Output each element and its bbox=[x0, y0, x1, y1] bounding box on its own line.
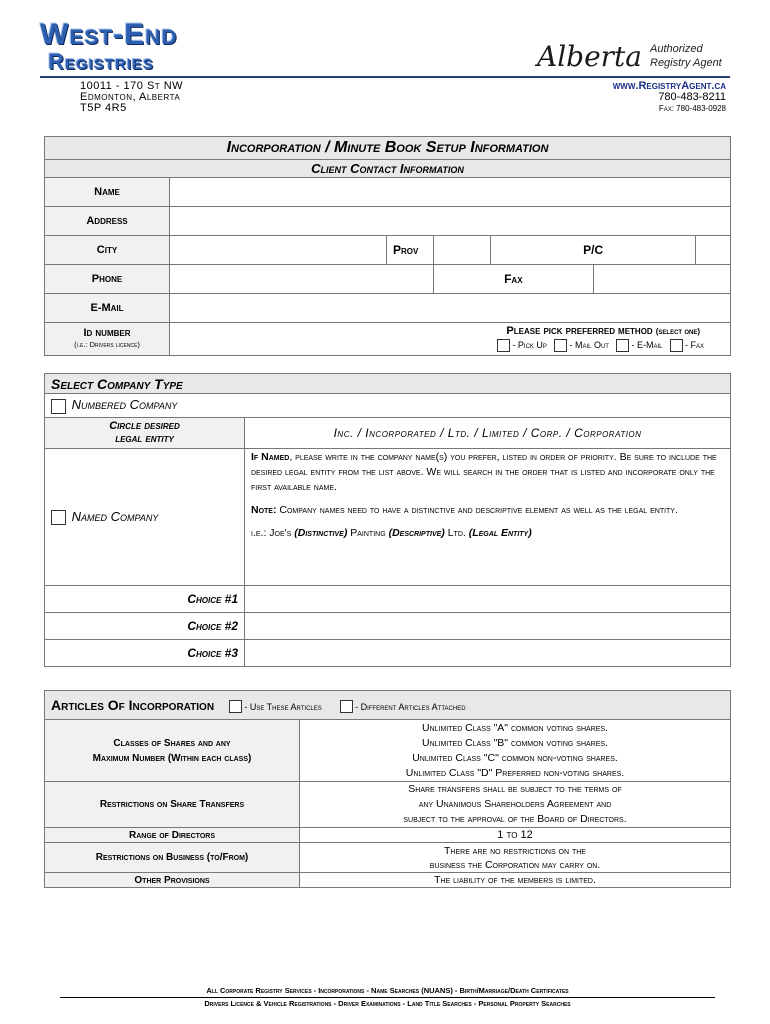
circle-entity-line: Circle desired bbox=[109, 420, 180, 432]
id-number-field[interactable] bbox=[170, 323, 387, 356]
mail-out-label: - Mail Out bbox=[569, 340, 609, 350]
method-options bbox=[387, 338, 705, 353]
phone-number: 780-483-8211 bbox=[658, 91, 726, 103]
authorized-agent-note bbox=[650, 42, 722, 70]
use-these-articles-label: - Use These Articles bbox=[244, 701, 322, 712]
choice-3-field[interactable] bbox=[245, 640, 731, 667]
different-articles-checkbox[interactable] bbox=[340, 700, 353, 713]
articles-header bbox=[45, 691, 731, 720]
contact-info bbox=[613, 81, 726, 114]
footer bbox=[60, 985, 715, 1009]
business-line: business the Corporation may carry on. bbox=[429, 858, 601, 871]
header-rule bbox=[40, 76, 730, 78]
address-field[interactable] bbox=[170, 207, 731, 236]
choice-1-label: Choice #1 bbox=[45, 586, 245, 613]
authorized-line: Registry Agent bbox=[650, 57, 722, 69]
example-prefix: i.e.: Joe's bbox=[251, 527, 295, 539]
share-class-a: Unlimited Class "A" common voting shares. bbox=[422, 721, 608, 734]
named-company-row bbox=[45, 449, 245, 586]
example-line bbox=[251, 526, 724, 541]
if-named-text: , please write in the company name(s) you prefer, listed in order of priority. Be sure to include the desired legal entity from the list above. We will search in the order that is listed and incorporate only the first available name. bbox=[251, 451, 717, 493]
id-number-label bbox=[45, 323, 170, 356]
articles-title: Articles Of Incorporation bbox=[51, 696, 215, 713]
name-field[interactable] bbox=[170, 178, 731, 207]
restriction-line: any Unanimous Shareholders Agreement and bbox=[418, 798, 612, 810]
example-legal: (Legal Entity) bbox=[468, 527, 532, 539]
example-ltd: Ltd. bbox=[444, 527, 469, 539]
website-link[interactable]: www.RegistryAgent.ca bbox=[612, 80, 726, 92]
choice-2-label: Choice #2 bbox=[45, 613, 245, 640]
client-contact-section bbox=[44, 136, 731, 356]
address-label: Address bbox=[45, 207, 170, 236]
footer-line-1: All Corporate Registry Services - Incorporations - Name Searches (NUANS) - Birth/Marriage/Death Certificates bbox=[60, 985, 715, 998]
postal-code-label: P/C bbox=[491, 236, 696, 265]
example-distinctive: (Distinctive) bbox=[294, 527, 348, 539]
email-label: E-Mail bbox=[45, 294, 170, 323]
range-of-directors-value: 1 to 12 bbox=[300, 828, 731, 843]
address-line: T5P 4R5 bbox=[80, 102, 127, 114]
postal-code-field[interactable] bbox=[696, 236, 731, 265]
fax-number: Fax: 780-483-0928 bbox=[658, 104, 726, 113]
fax-field[interactable] bbox=[593, 265, 730, 294]
method-heading bbox=[387, 325, 701, 338]
footer-line-2: Drivers Licence & Vehicle Registrations - Driver Examinations - Land Title Searches - Personal Property Searches bbox=[204, 999, 571, 1008]
logo-line1: West-End bbox=[40, 18, 178, 51]
authorized-line: Authorized bbox=[650, 43, 703, 55]
name-label: Name bbox=[45, 178, 170, 207]
phone-label: Phone bbox=[45, 265, 170, 294]
fax-checkbox[interactable] bbox=[670, 339, 683, 352]
alberta-logo: Alberta bbox=[537, 40, 642, 73]
named-company-checkbox[interactable] bbox=[51, 510, 66, 525]
numbered-company-row bbox=[45, 394, 731, 418]
logo-line2: Registries bbox=[48, 49, 154, 74]
restrictions-values bbox=[300, 782, 731, 828]
office-address bbox=[80, 81, 183, 114]
share-class-d: Unlimited Class "D" Preferred non-voting shares. bbox=[405, 766, 625, 779]
prov-label: Prov bbox=[387, 236, 434, 265]
method-prompt: Please pick preferred method bbox=[506, 325, 653, 337]
example-descriptive: (Descriptive) bbox=[388, 527, 445, 539]
email-checkbox[interactable] bbox=[616, 339, 629, 352]
address-line: 10011 - 170 St NW bbox=[80, 80, 184, 92]
choice-2-field[interactable] bbox=[245, 613, 731, 640]
company-type-title: Select Company Type bbox=[45, 374, 731, 394]
numbered-company-checkbox[interactable] bbox=[51, 399, 66, 414]
address-line: Edmonton, Alberta bbox=[80, 91, 181, 103]
named-company-instructions bbox=[245, 449, 731, 586]
different-articles-label: - Different Articles Attached bbox=[355, 701, 466, 712]
numbered-company-label: Numbered Company bbox=[71, 397, 178, 413]
other-provisions-value: The liability of the members is limited. bbox=[300, 873, 731, 888]
prov-field[interactable] bbox=[434, 236, 491, 265]
restriction-line: subject to the approval of the Board of Directors. bbox=[403, 813, 627, 825]
email-method-label: - E-Mail bbox=[631, 340, 663, 350]
legal-entity-options[interactable]: Inc. / Incorporated / Ltd. / Limited / Corp. / Corporation bbox=[245, 418, 731, 449]
company-type-section bbox=[44, 373, 731, 667]
share-classes-label bbox=[45, 720, 300, 782]
share-class-c: Unlimited Class "C" common non-voting shares. bbox=[412, 751, 618, 764]
pick-up-checkbox[interactable] bbox=[497, 339, 510, 352]
fax-method-label: - Fax bbox=[685, 340, 704, 350]
if-named-paragraph bbox=[251, 450, 724, 495]
business-restrictions-label: Restrictions on Business (to/From) bbox=[45, 843, 300, 873]
articles-section bbox=[44, 690, 731, 888]
choice-3-label: Choice #3 bbox=[45, 640, 245, 667]
city-label: City bbox=[45, 236, 170, 265]
id-number-hint: (i.e.: Drivers licence) bbox=[74, 340, 140, 349]
id-number-title: Id number bbox=[83, 327, 131, 339]
share-classes-values bbox=[300, 720, 731, 782]
share-classes-line: Classes of Shares and any bbox=[113, 737, 231, 749]
range-of-directors-label: Range of Directors bbox=[45, 828, 300, 843]
method-picker bbox=[387, 323, 731, 356]
mail-out-checkbox[interactable] bbox=[554, 339, 567, 352]
west-end-registries-logo bbox=[40, 20, 178, 74]
restrictions-label: Restrictions on Share Transfers bbox=[45, 782, 300, 828]
circle-entity-label bbox=[45, 418, 245, 449]
business-line: There are no restrictions on the bbox=[444, 844, 586, 857]
if-named-bold: If Named bbox=[251, 451, 290, 463]
form-title: Incorporation / Minute Book Setup Information bbox=[45, 137, 731, 160]
business-restrictions-values bbox=[300, 843, 731, 873]
email-field[interactable] bbox=[170, 294, 731, 323]
named-company-label: Named Company bbox=[71, 508, 159, 524]
phone-field[interactable] bbox=[170, 265, 434, 294]
pick-up-label: - Pick Up bbox=[512, 340, 547, 350]
note-bold: Note: bbox=[251, 504, 277, 516]
method-select-one: (select one) bbox=[655, 327, 700, 336]
circle-entity-line: legal entity bbox=[115, 433, 174, 445]
city-field[interactable] bbox=[170, 236, 387, 265]
choice-1-field[interactable] bbox=[245, 586, 731, 613]
use-these-articles-checkbox[interactable] bbox=[229, 700, 242, 713]
note-paragraph bbox=[251, 503, 724, 518]
client-contact-subtitle: Client Contact Information bbox=[45, 160, 731, 178]
note-text: Company names need to have a distinctive and descriptive element as well as the legal entity. bbox=[276, 504, 678, 516]
fax-label: Fax bbox=[434, 265, 594, 294]
other-provisions-label: Other Provisions bbox=[45, 873, 300, 888]
share-classes-line: Maximum Number (Within each class) bbox=[92, 752, 252, 764]
example-painting: Painting bbox=[347, 527, 389, 539]
share-class-b: Unlimited Class "B" common voting shares. bbox=[422, 736, 608, 749]
restriction-line: Share transfers shall be subject to the terms of bbox=[408, 783, 622, 795]
